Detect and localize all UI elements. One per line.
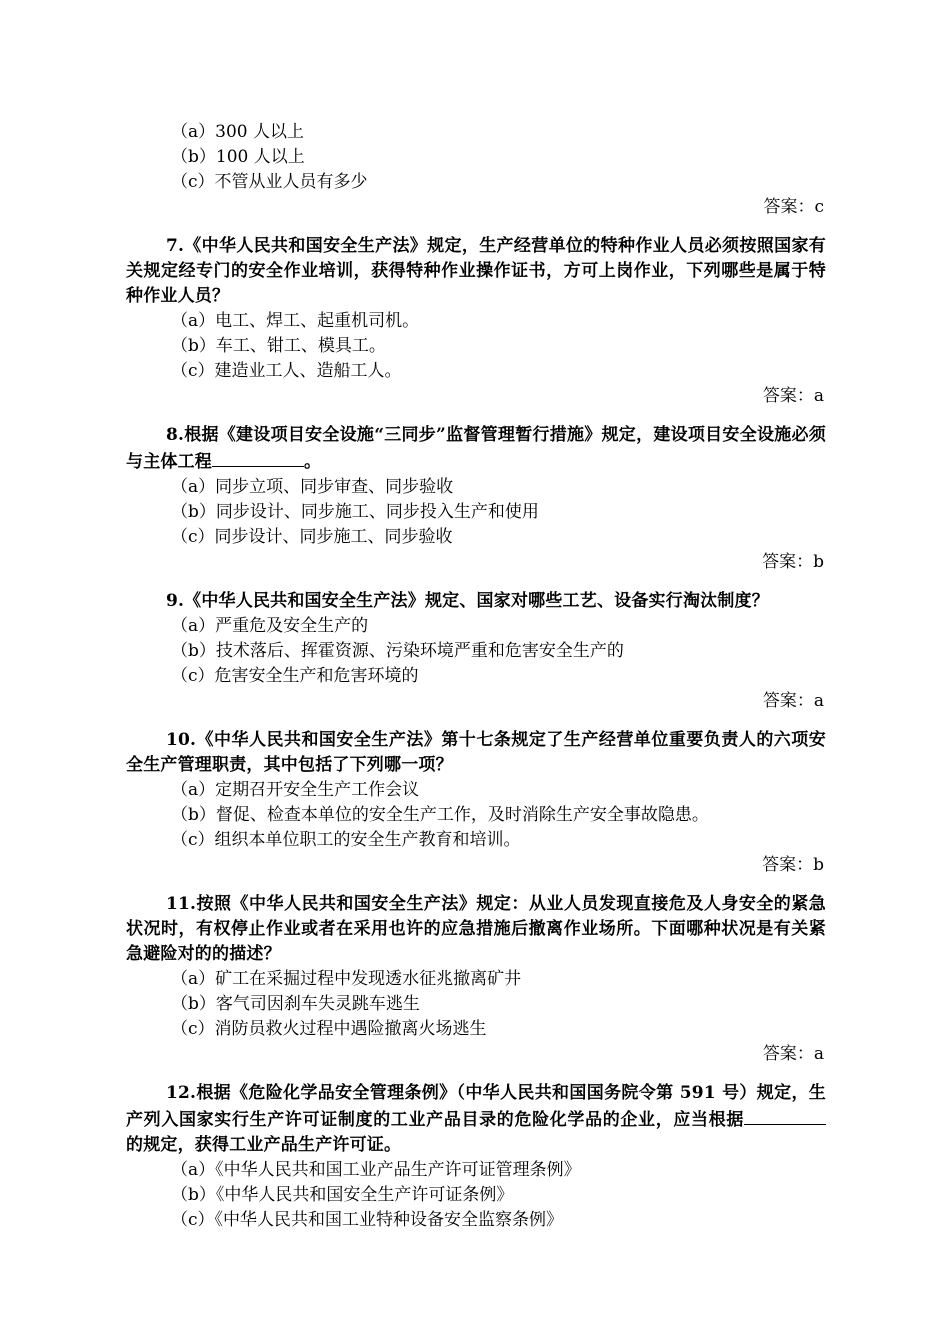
answer: 答案：a [762,1044,824,1064]
option-b: （b）《中华人民共和国安全生产许可证条例》 [171,1185,514,1205]
option-c: （c）同步设计、同步施工、同步验收 [171,527,453,547]
question-text-post: 的规定，获得工业产品生产许可证。 [126,1135,402,1155]
question-10 [126,728,826,878]
question-7 [126,234,826,409]
option-a: （a）严重危及安全生产的 [171,616,369,636]
question-text: 9.《中华人民共和国安全生产法》规定、国家对哪些工艺、设备实行淘汰制度？ [166,591,769,611]
option-c: （c）建造业工人、造船工人。 [171,361,402,381]
option-c: （c）危害安全生产和危害环境的 [171,666,419,686]
question-text: 7.《中华人民共和国安全生产法》规定，生产经营单位的特种作业人员必须按照国家有关规定经专门的安全作业培训，获得特种作业操作证书，方可上岗作业，下列哪些是属于特种作业人员？ [126,236,826,306]
option-c: （c）消防员救火过程中遇险撤离火场逃生 [171,1019,487,1039]
question-11 [126,892,826,1067]
option-c: （c）《中华人民共和国工业特种设备安全监察条例》 [171,1210,564,1230]
option-b: （b）车工、钳工、模具工。 [171,336,386,356]
option-b: （b）督促、检查本单位的安全生产工作，及时消除生产安全事故隐患。 [171,805,709,825]
answer: 答案：a [762,386,824,406]
option-b: （b）100 人以上 [171,147,305,167]
answer: 答案：a [762,691,824,711]
option-a: （a）定期召开安全生产工作会议 [171,780,420,800]
answer: 答案：b [762,552,824,572]
fill-blank [212,448,304,467]
option-b: （b）同步设计、同步施工、同步投入生产和使用 [171,502,539,522]
option-b: （b）技术落后、挥霍资源、污染环境严重和危害安全生产的 [171,641,624,661]
question-text-pre: 12.根据《危险化学品安全管理条例》（中华人民共和国国务院令第 591 号）规定，生产列入国家实行生产许可证制度的工业产品目录的危险化学品的企业，应当根据 [126,1083,826,1130]
option-c: （c）组织本单位职工的安全生产教育和培训。 [171,830,521,850]
question-6-tail [126,120,826,220]
option-b: （b）客气司因刹车失灵跳车逃生 [171,994,420,1014]
question-text [126,423,826,475]
option-a: （a）同步立项、同步审查、同步验收 [171,477,454,497]
question-text: 11.按照《中华人民共和国安全生产法》规定：从业人员发现直接危及人身安全的紧急状况时，有权停止作业或者在采用也许的应急措施后撤离作业场所。下面哪种状况是有关紧急避险对的的描述？ [126,894,826,964]
option-a: （a）矿工在采掘过程中发现透水征兆撤离矿井 [171,969,522,989]
question-text-pre: 8.根据《建设项目安全设施“三同步”监督管理暂行措施》规定，建设项目安全设施必须与主体工程 [126,425,826,472]
answer: 答案：b [762,855,824,875]
question-text: 10.《中华人民共和国安全生产法》第十七条规定了生产经营单位重要负责人的六项安全生产管理职责，其中包括了下列哪一项？ [126,730,826,775]
option-a: （a）电工、焊工、起重机司机。 [171,311,420,331]
answer: 答案：c [763,197,824,217]
option-a: （a）300 人以上 [171,122,304,142]
question-text [126,1081,826,1158]
question-8 [126,423,826,575]
question-12 [126,1081,826,1233]
fill-blank [744,1106,826,1125]
question-9 [126,589,826,714]
document-page [126,120,826,1233]
option-a: （a）《中华人民共和国工业产品生产许可证管理条例》 [171,1160,581,1180]
question-text-post: 。 [304,452,322,472]
option-c: （c）不管从业人员有多少 [171,172,368,192]
